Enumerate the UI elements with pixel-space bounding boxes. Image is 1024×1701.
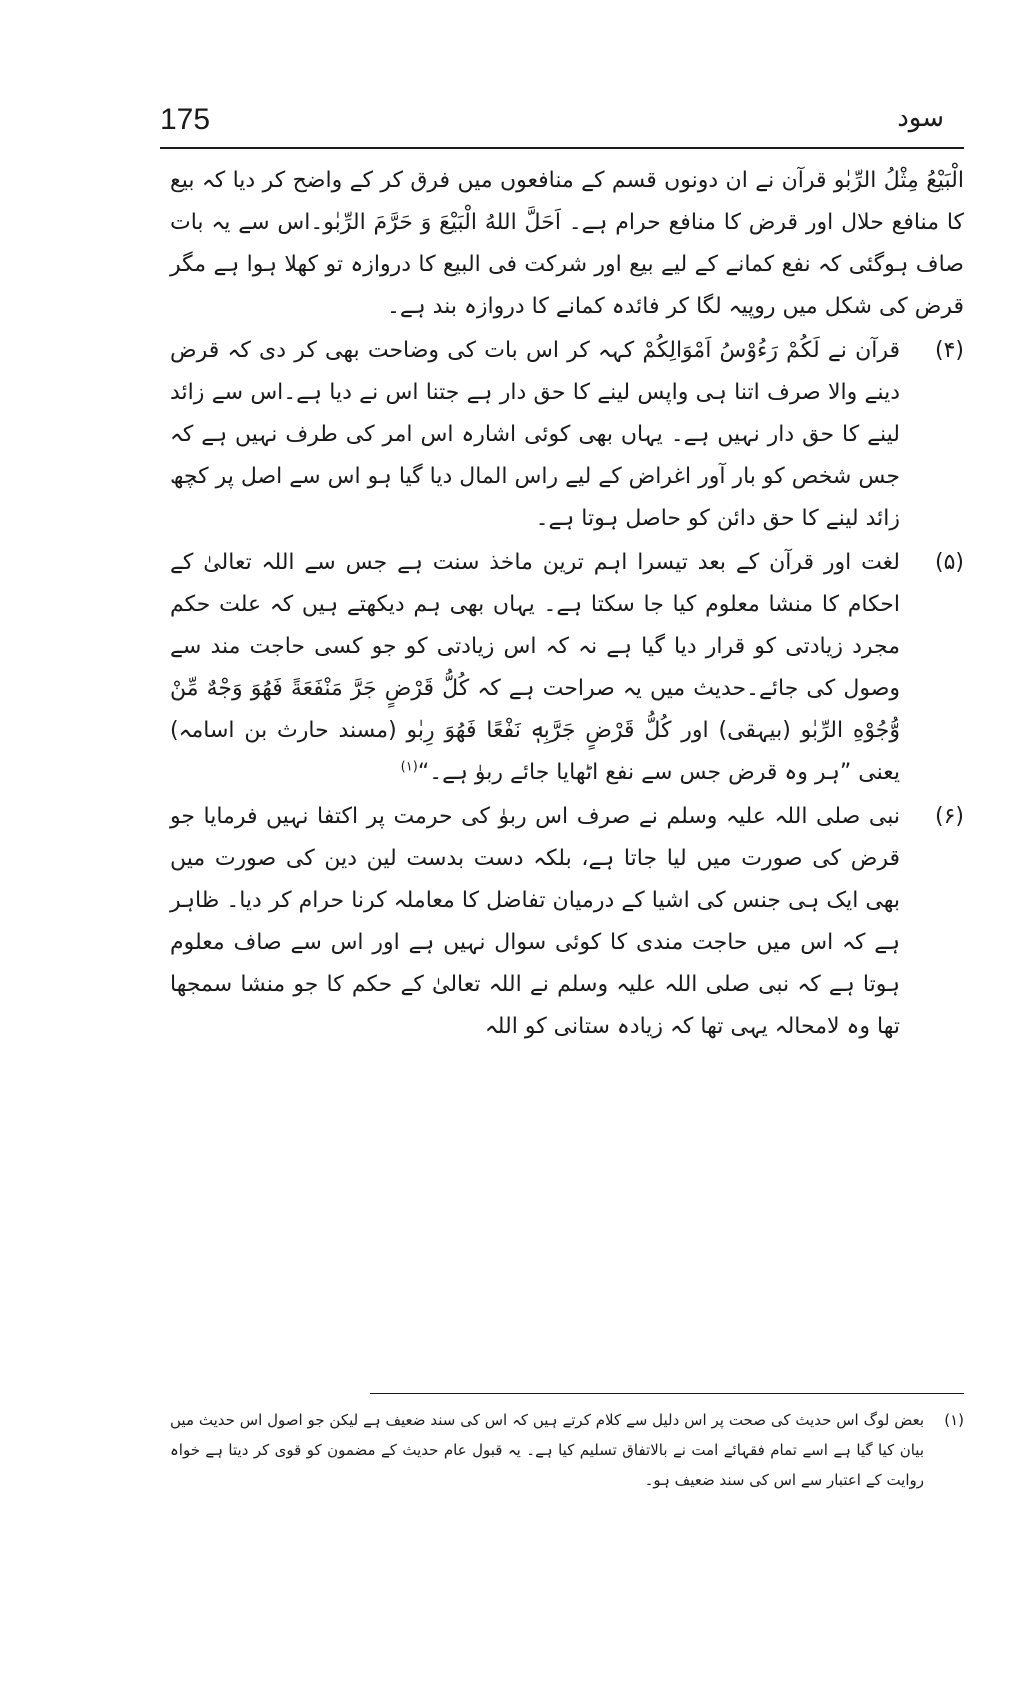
paragraph-number: (۴) [934, 338, 964, 363]
continuation-paragraph: الْبَيْعُ مِثْلُ الرِّبٰو قرآن نے ان دونوں قسم کے منافعوں میں فرق کر کے واضح کر دیا کہ بیع کا منافع حلال اور قرض کا منافع حرام ہے۔ اَحَلَّ اللهُ الْبَيْعَ وَ حَرَّمَ الرِّبٰو۔اس سے یہ بات صاف ہوگئی کہ نفع کمانے کے لیے بیع اور شرکت فی البیع کا دروازہ تو کھلا ہوا ہے مگر قرض کی شکل میں روپیہ لگا کر فائدہ کمانے کا دروازہ بند ہے۔ [170, 168, 964, 319]
footnote-reference[interactable]: (۱) [400, 759, 418, 775]
paragraph-number: (۶) [934, 804, 964, 829]
numbered-paragraph-4 [170, 330, 964, 540]
paragraph-body: لغت اور قرآن کے بعد تیسرا اہم ترین ماخذ سنت ہے جس سے اللہ تعالیٰ کے احکام کا منشا معلوم کیا جا سکتا ہے۔ یہاں بھی ہم دیکھتے ہیں کہ علت حکم مجرد زیادتی کو قرار دیا گیا ہے نہ کہ اس زیادتی کو جو کسی حاجت مند سے وصول کی جائے۔حدیث میں یہ صراحت ہے کہ كُلُّ قَرْضٍ جَرَّ مَنْفَعَةً فَهُوَ وَجْهٌ مِّنْ وُّجُوْهِ الرِّبٰو (بیہقی) اور كُلُّ قَرْضٍ جَرَّبِهٖ نَفْعًا فَهُوَ رِبٰو (مسند حارث بن اسامہ) یعنی ”ہر وہ قرض جس سے نفع اٹھایا جائے ربوٰ ہے۔“ [170, 550, 900, 785]
running-head: سود [897, 103, 944, 133]
footnote [170, 1405, 964, 1495]
numbered-paragraph-5 [170, 542, 964, 794]
footnote-text: بعض لوگ اس حدیث کی صحت پر اس دلیل سے کلام کرتے ہیں کہ اس کی سند ضعیف ہے لیکن جو اصول اس حدیث میں بیان کیا گیا ہے اسے تمام فقہائے امت نے بالاتفاق تسلیم کیا ہے۔ یہ قبول عام حدیث کے مضمون کو قوی کر دیتا ہے خواہ روایت کے اعتبار سے اس کی سند ضعیف ہو۔ [170, 1411, 924, 1489]
body-text [170, 160, 964, 1048]
paragraph-body: قرآن نے لَكُمْ رَءُوْسُ اَمْوَالِكُمْ کہہ کر اس بات کی وضاحت بھی کر دی کہ قرض دینے والا صرف اتنا ہی واپس لینے کا حق دار ہے جتنا اس نے دیا ہے۔اس سے زائد لینے کا حق دار نہیں ہے۔ یہاں بھی کوئی اشارہ اس امر کی طرف نہیں ہے کہ جس شخص کو بار آور اغراض کے لیے راس المال دیا گیا ہو اس سے اصل پر کچھ زائد لینے کا حق دائن کو حاصل ہوتا ہے۔ [170, 338, 900, 531]
footnote-rule [370, 1393, 964, 1394]
paragraph-number: (۵) [934, 550, 964, 575]
header-rule [160, 147, 964, 149]
numbered-paragraph-6 [170, 796, 964, 1048]
paragraph-text [170, 796, 900, 1048]
page-number: 175 [160, 103, 211, 136]
paragraph-text [170, 330, 900, 540]
paragraph-body: نبی صلی اللہ علیہ وسلم نے صرف اس ربوٰ کی حرمت پر اکتفا نہیں فرمایا جو قرض کی صورت میں لیا جاتا ہے، بلکہ دست بدست لین دین کی صورت میں بھی ایک ہی جنس کی اشیا کے درمیان تفاضل کا معاملہ کرنا حرام کر دیا۔ ظاہر ہے کہ اس میں حاجت مندی کا کوئی سوال نہیں ہے اور اس سے صاف معلوم ہوتا ہے کہ نبی صلی اللہ علیہ وسلم نے اللہ تعالیٰ کے حکم کا جو منشا سمجھا تھا وہ لامحالہ یہی تھا کہ زیادہ ستانی کو اللہ [170, 804, 900, 1039]
paragraph-text [170, 542, 900, 794]
footnote-number: (۱) [944, 1411, 964, 1429]
